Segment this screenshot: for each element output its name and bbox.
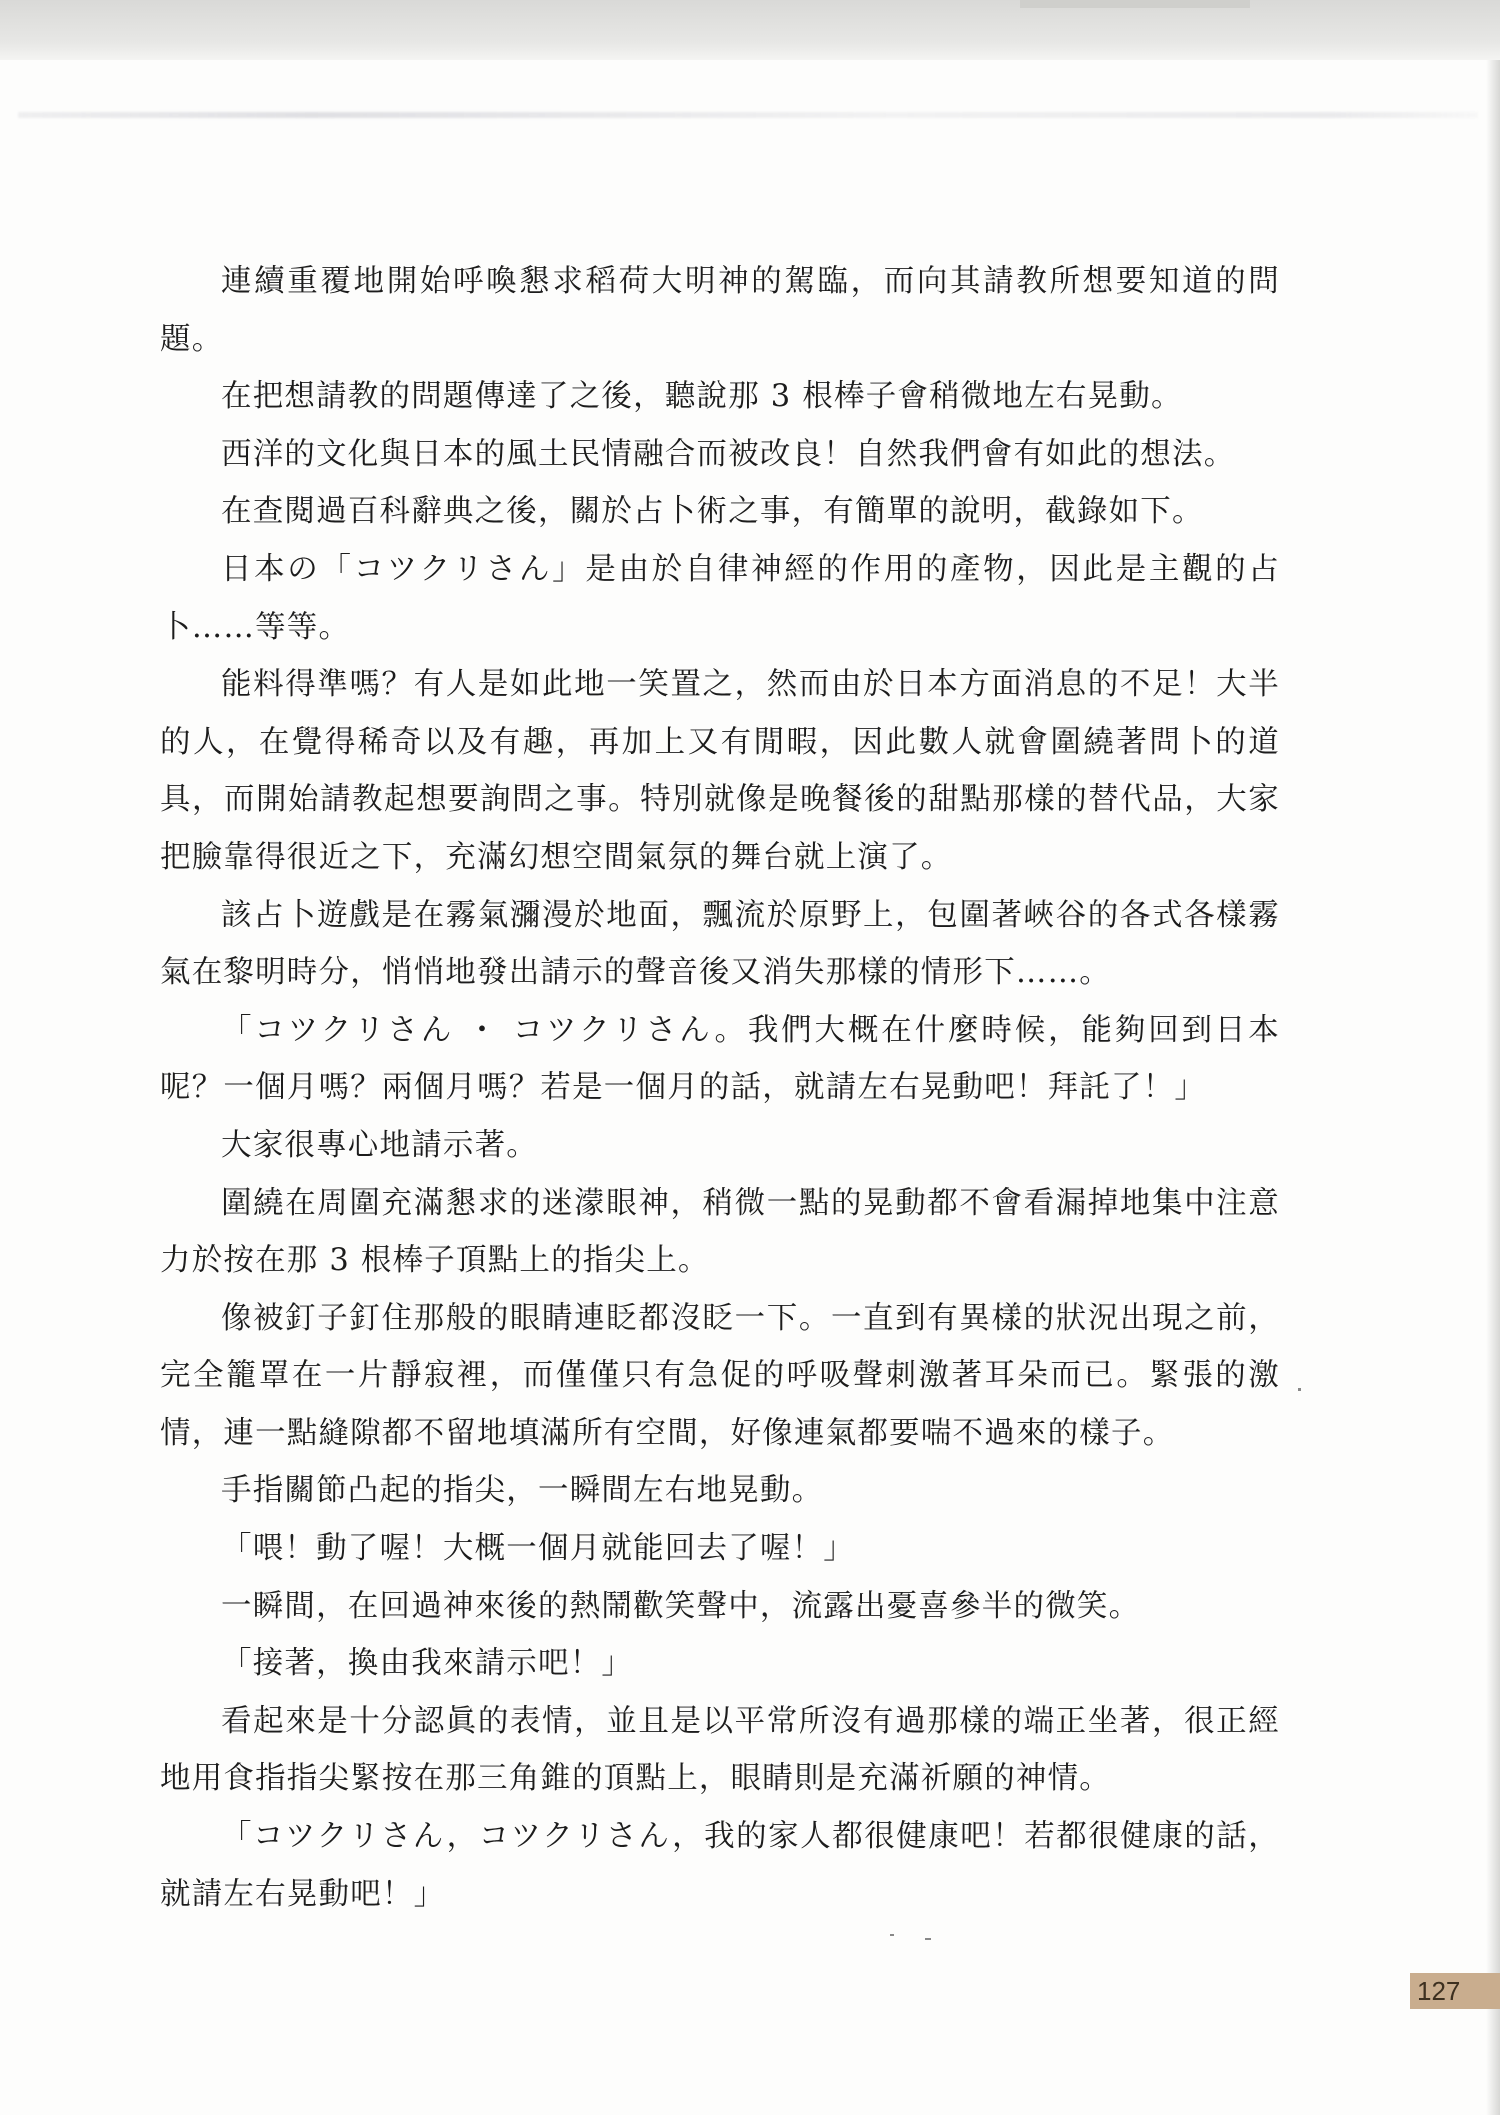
- paragraph: 能料得準嗎？有人是如此地一笑置之，然而由於日本方面消息的不足！大半的人，在覺得稀奇以及有趣，再加上又有閒暇，因此數人就會圍繞著問卜的道具，而開始請教起想要詢問之事。特別就像是晚餐後的甜點那樣的替代品，大家把臉靠得很近之下，充滿幻想空間氣氛的舞台就上演了。: [160, 667, 1280, 875]
- paragraph: 「喂！動了喔！大概一個月就能回去了喔！」: [221, 1531, 855, 1567]
- paragraph: 連續重覆地開始呼喚懇求稻荷大明神的駕臨，而向其請教所想要知道的問題。: [160, 264, 1280, 357]
- paragraph: 日本の「コツクリさん」是由於自律神經的作用的產物，因此是主觀的占卜……等等。: [160, 551, 1280, 645]
- scan-top-band: [0, 0, 1500, 60]
- scan-top-mark: [1020, 0, 1250, 8]
- paragraph: 「接著，換由我來請示吧！」: [221, 1646, 634, 1682]
- paragraph: 看起來是十分認眞的表情，並且是以平常所沒有過那樣的端正坐著，很正經地用食指指尖緊按在那三角錐的頂點上，眼睛則是充滿祈願的神情。: [160, 1703, 1280, 1797]
- paragraph: 在查閱過百科辭典之後，關於占卜術之事，有簡單的說明，截錄如下。: [221, 494, 1204, 530]
- page-number: 127: [1410, 1973, 1500, 2009]
- paragraph: 手指關節凸起的指尖，一瞬間左右地晃動。: [221, 1473, 824, 1509]
- paragraph: 一瞬間，在回過神來後的熱鬧歡笑聲中，流露出憂喜參半的微笑。: [221, 1588, 1141, 1624]
- body-text: [160, 253, 1280, 1923]
- scan-speck: [890, 1934, 894, 1936]
- paragraph: 圍繞在周圍充滿懇求的迷濛眼神，稍微一點的晃動都不會看漏掉地集中注意力於按在那 3 根棒子頂點上的指尖上。: [160, 1185, 1280, 1279]
- paragraph: 西洋的文化與日本的風土民情融合而被改良！自然我們會有如此的想法。: [221, 436, 1236, 472]
- paragraph: 該占卜遊戲是在霧氣瀰漫於地面，飄流於原野上，包圍著峽谷的各式各樣霧氣在黎明時分，悄悄地發出請示的聲音後又消失那樣的情形下……。: [160, 897, 1280, 991]
- scan-speck: [1298, 1388, 1301, 1391]
- paragraph: 在把想請教的問題傳達了之後，聽說那 3 根棒子會稍微地左右晃動。: [221, 379, 1183, 415]
- paragraph: 「コツクリさん，コツクリさん，我的家人都很健康吧！若都很健康的話，就請左右晃動吧！」: [160, 1819, 1280, 1912]
- paragraph: 「コツクリさん ・ コツクリさん。我們大概在什麼時候，能夠回到日本呢？一個月嗎？兩個月嗎？若是一個月的話，就請左右晃動吧！拜託了！」: [160, 1012, 1280, 1106]
- header-rule: [18, 112, 1478, 118]
- scan-speck: [925, 1938, 931, 1940]
- paragraph: 像被釘子釘住那般的眼睛連眨都沒眨一下。一直到有異樣的狀況出現之前，完全籠罩在一片靜寂裡，而僅僅只有急促的呼吸聲刺激著耳朵而已。緊張的激情，連一點縫隙都不留地填滿所有空間，好像連氣都要喘不過來的樣子。: [160, 1300, 1280, 1451]
- scan-edge-shade: [1486, 60, 1500, 2115]
- paragraph: 大家很專心地請示著。: [221, 1127, 538, 1163]
